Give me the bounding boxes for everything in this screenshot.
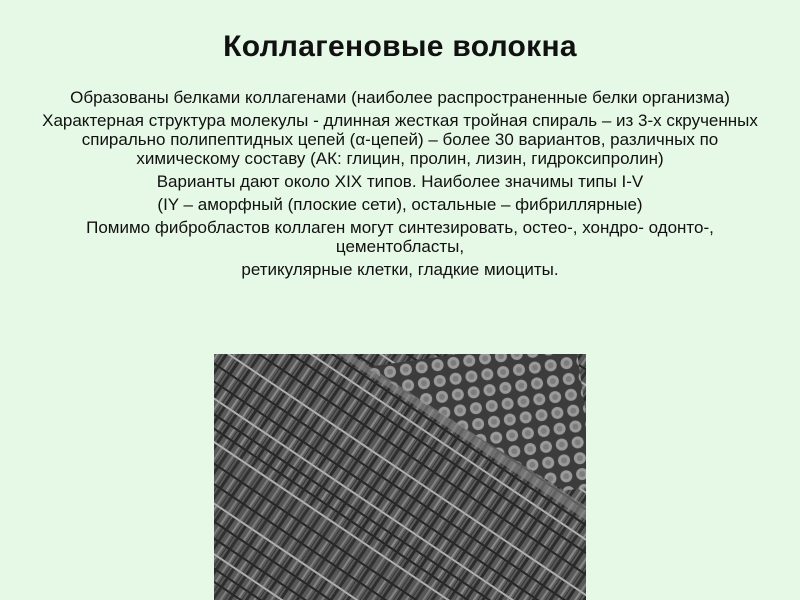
collagen-micrograph-image [214, 354, 586, 600]
paragraph-types: Варианты дают около XIX типов. Наиболее значимы типы I-V [156, 172, 644, 191]
paragraph-structure: Характерная структура молекулы - длинная жесткая тройная спираль – из 3-х скрученных спирально полипептидных цепей (α-цепей) – более 30 вариантов, различных по химическому составу (АК: глицин, пролин, лизин, гидроксипролин) [42, 111, 758, 168]
paragraph-synthesis-cont: ретикулярные клетки, гладкие миоциты. [241, 260, 559, 279]
paragraph-types-note: (IY – аморфный (плоские сети), остальные – фибриллярные) [157, 195, 643, 214]
paragraph-synthesis: Помимо фибробластов коллаген могут синтезировать, остео-, хондро- одонто-, цементобласты, [86, 218, 714, 256]
paragraph-definition: Образованы белками коллагенами (наиболее распространенные белки организма) [70, 88, 730, 107]
slide-body [30, 88, 770, 283]
slide-title: Коллагеновые волокна [223, 30, 577, 63]
